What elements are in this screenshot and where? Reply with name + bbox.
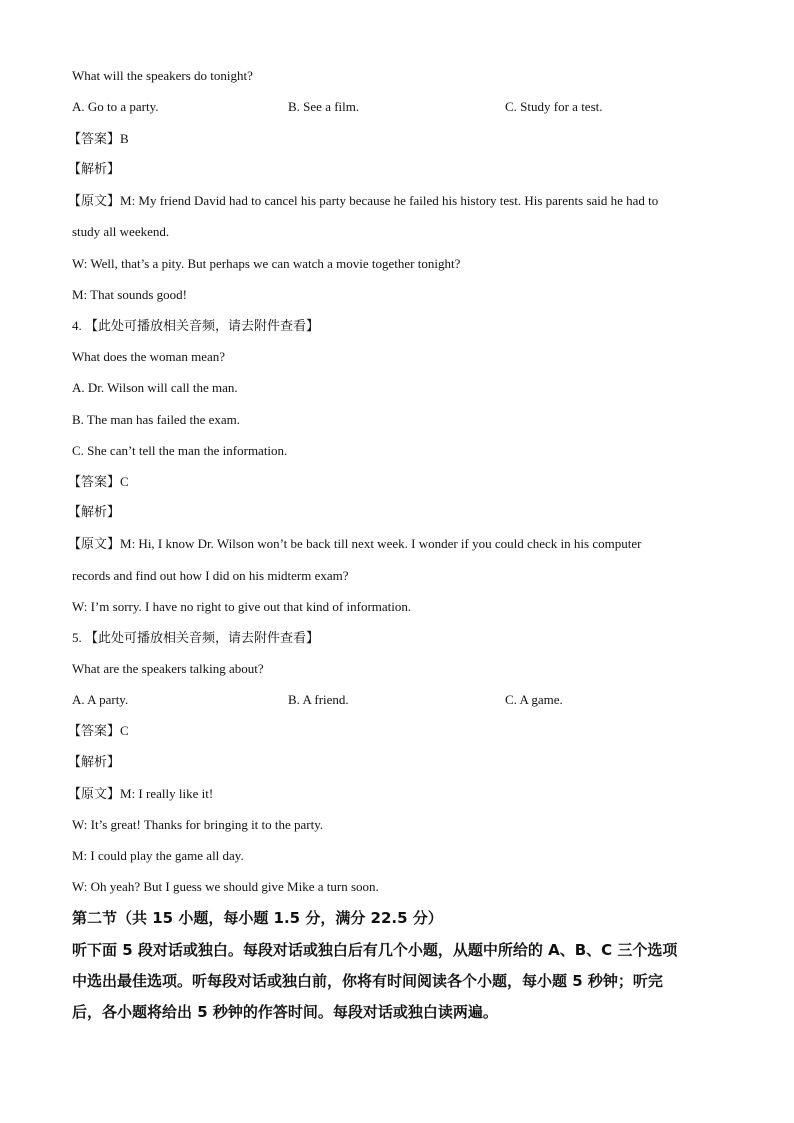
answer-label: 【答案】 xyxy=(68,724,121,739)
q5-transcript-line-4: W: Oh yeah? But I guess we should give Mike a turn soon. xyxy=(72,879,379,894)
q4-analysis-label: 【解析】 xyxy=(68,505,121,520)
transcript-label: 【原文】 xyxy=(68,194,121,209)
q5-option-c: C. A game. xyxy=(505,692,563,707)
q5-question: What are the speakers talking about? xyxy=(72,661,264,676)
q3-transcript-line-1 xyxy=(68,193,658,210)
q5-analysis-label: 【解析】 xyxy=(68,755,121,770)
q3-question: What will the speakers do tonight? xyxy=(72,68,253,83)
transcript-text: M: My friend David had to cancel his party because he failed his history test. His parents said he had to xyxy=(120,193,659,208)
q5-option-b: B. A friend. xyxy=(288,692,349,707)
q4-transcript-line-2: records and find out how I did on his midterm exam? xyxy=(72,568,349,583)
q3-transcript-line-3: W: Well, that’s a pity. But perhaps we can watch a movie together tonight? xyxy=(72,256,461,271)
transcript-label: 【原文】 xyxy=(68,787,121,802)
q3-analysis-label: 【解析】 xyxy=(68,162,121,177)
section-instructions-line-3: 后，各小题将给出 5 秒钟的作答时间。每段对话或独白读两遍。 xyxy=(72,1003,498,1021)
q5-transcript-line-3: M: I could play the game all day. xyxy=(72,848,244,863)
q3-option-a: A. Go to a party. xyxy=(72,99,159,114)
q4-option-c: C. She can’t tell the man the information. xyxy=(72,443,288,458)
q5-transcript-line-2: W: It’s great! Thanks for bringing it to the party. xyxy=(72,817,324,832)
q4-question: What does the woman mean? xyxy=(72,349,226,364)
q3-option-c: C. Study for a test. xyxy=(505,99,603,114)
q3-option-b: B. See a film. xyxy=(288,99,360,114)
q4-header xyxy=(72,318,319,335)
transcript-label: 【原文】 xyxy=(68,537,121,552)
section-heading: 第二节（共 15 小题，每小题 1.5 分，满分 22.5 分） xyxy=(72,909,443,927)
q3-transcript-line-4: M: That sounds good! xyxy=(72,287,187,302)
q5-answer xyxy=(68,723,129,740)
q3-answer xyxy=(68,131,129,148)
q4-transcript-line-3: W: I’m sorry. I have no right to give out that kind of information. xyxy=(72,599,412,614)
q4-option-b: B. The man has failed the exam. xyxy=(72,412,240,427)
transcript-text: M: I really like it! xyxy=(120,786,214,801)
q4-transcript-line-1 xyxy=(68,536,641,553)
answer-label: 【答案】 xyxy=(68,475,121,490)
answer-value: C xyxy=(120,723,129,738)
transcript-text: M: Hi, I know Dr. Wilson won’t be back till next week. I wonder if you could check in his computer xyxy=(120,536,642,551)
q4-option-a: A. Dr. Wilson will call the man. xyxy=(72,380,238,395)
answer-value: B xyxy=(120,131,129,146)
section-instructions-line-2: 中选出最佳选项。听每段对话或独白前，你将有时间阅读各个小题，每小题 5 秒钟；听完 xyxy=(72,972,663,990)
q4-answer xyxy=(68,474,129,491)
section-instructions-line-1: 听下面 5 段对话或独白。每段对话或独白后有几个小题，从题中所给的 A、B、C 三个选项 xyxy=(72,941,678,959)
q5-header xyxy=(72,630,319,647)
audio-note: 【此处可播放相关音频，请去附件查看】 xyxy=(85,631,320,646)
q3-transcript-line-2: study all weekend. xyxy=(72,224,170,239)
q5-number: 5. xyxy=(72,630,82,645)
q4-number: 4. xyxy=(72,318,82,333)
answer-value: C xyxy=(120,474,129,489)
audio-note: 【此处可播放相关音频，请去附件查看】 xyxy=(85,319,320,334)
q5-transcript-line-1 xyxy=(68,786,213,803)
q5-option-a: A. A party. xyxy=(72,692,129,707)
answer-label: 【答案】 xyxy=(68,132,121,147)
